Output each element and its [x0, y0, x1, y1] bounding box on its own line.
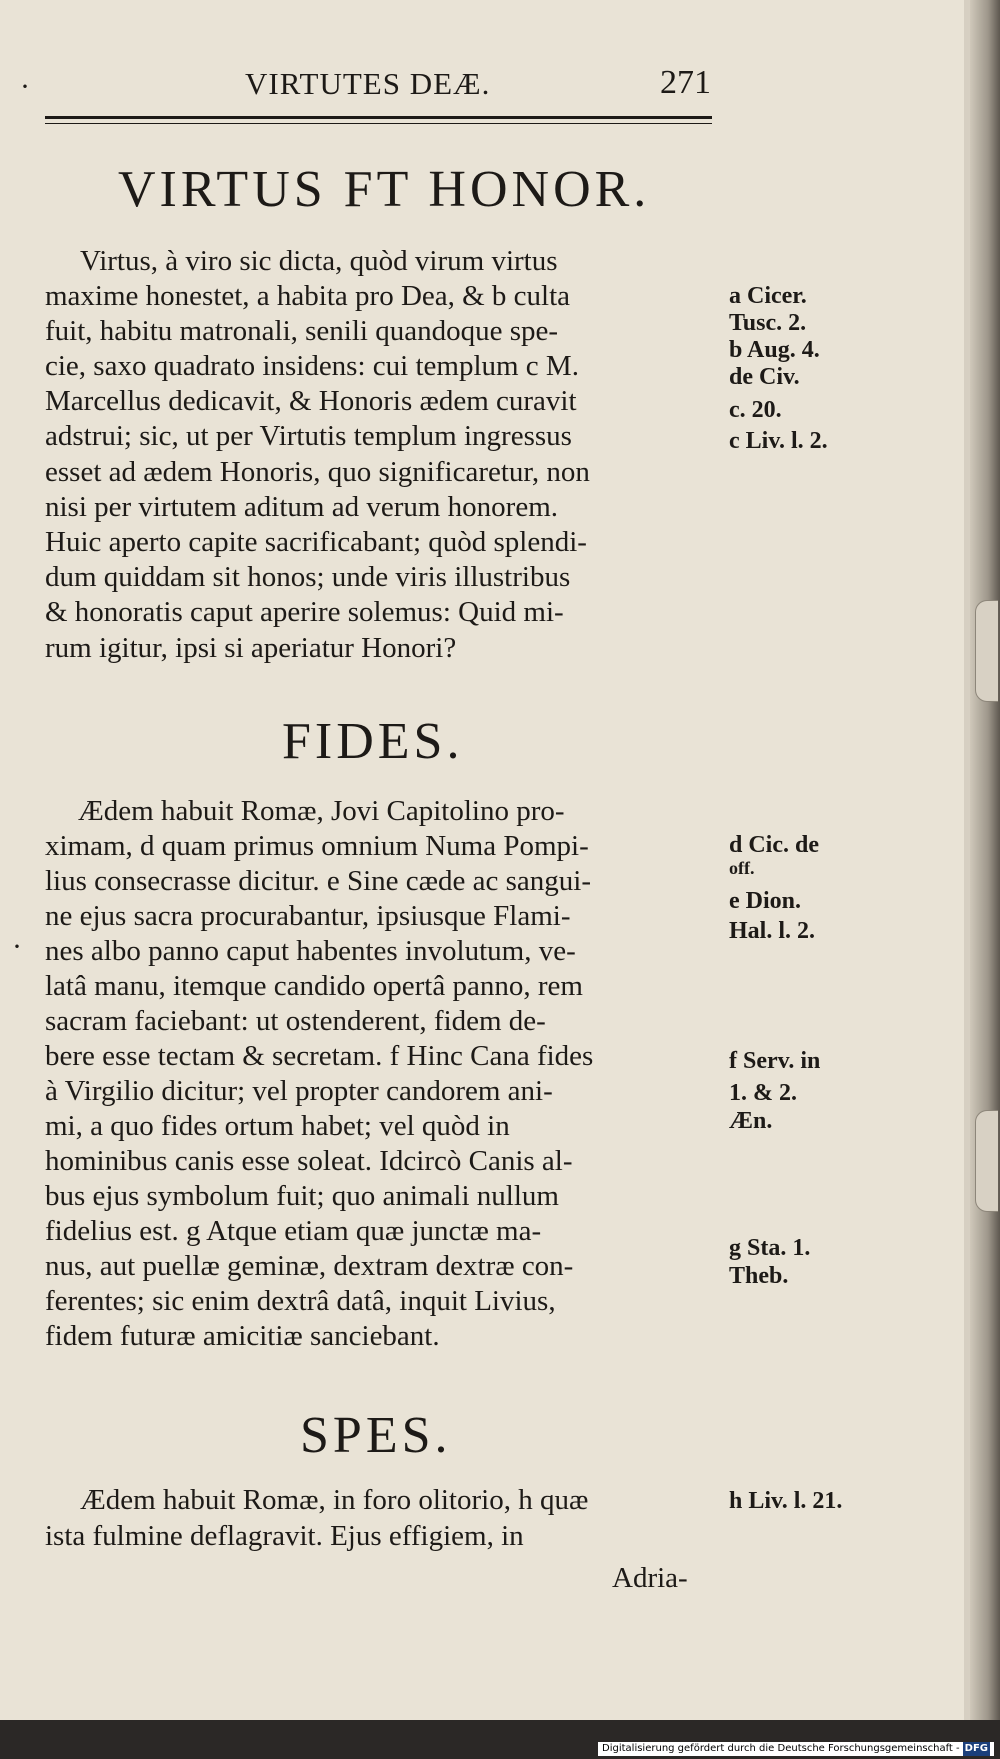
- text-line: cie, saxo quadrato insidens: cui templum c M.: [45, 350, 579, 382]
- text-line: fidem futuræ amicitiæ sanciebant.: [45, 1320, 440, 1352]
- page-tab: [975, 1110, 998, 1212]
- margin-note: de Civ.: [729, 364, 800, 390]
- text-line: mi, a quo fides ortum habet; vel quòd in: [45, 1110, 510, 1142]
- text-line: hominibus canis esse soleat. Idcircò Canis al-: [45, 1145, 573, 1177]
- page-tab: [975, 600, 998, 702]
- text-line: Ædem habuit Romæ, Jovi Capitolino pro-: [78, 795, 565, 827]
- margin-note: e Dion.: [729, 888, 801, 914]
- page-edge: [970, 0, 1000, 1759]
- header-rule-thin: [45, 123, 712, 124]
- text-line: latâ manu, itemque candido opertâ panno, rem: [45, 970, 583, 1002]
- running-title: VIRTUTES DEÆ.: [245, 66, 491, 101]
- text-line: fidelius est. g Atque etiam quæ junctæ ma-: [45, 1215, 542, 1247]
- margin-note: h Liv. l. 21.: [729, 1488, 843, 1514]
- text-line: maxime honestet, a habita pro Dea, & b culta: [45, 280, 571, 312]
- page-number: 271: [660, 64, 711, 101]
- text-line: fuit, habitu matronali, senili quandoque spe-: [45, 315, 559, 347]
- credit-text: Digitalisierung gefördert durch die Deutsche Forschungsgemeinschaft -: [602, 1743, 960, 1754]
- header-rule: [45, 116, 712, 119]
- margin-note: Tusc. 2.: [729, 310, 807, 336]
- text-line: bere esse tectam & secretam. f Hinc Cana fides: [45, 1040, 594, 1072]
- text-line: ferentes; sic enim dextrâ datâ, inquit Livius,: [45, 1285, 556, 1317]
- text-line: nes albo panno caput habentes involutum, ve-: [45, 935, 576, 967]
- margin-note: g Sta. 1.: [729, 1235, 811, 1261]
- text-line: à Virgilio dicitur; vel propter candorem ani-: [45, 1075, 553, 1107]
- text-line: Huic aperto capite sacrificabant; quòd splendi-: [45, 526, 587, 558]
- margin-note: Theb.: [729, 1263, 789, 1289]
- text-line: ista fulmine deflagravit. Ejus effigiem, in: [45, 1520, 524, 1552]
- text-line: rum igitur, ipsi si aperiatur Honori?: [45, 632, 457, 664]
- margin-mark: ·: [20, 70, 30, 103]
- margin-note: b Aug. 4.: [729, 337, 820, 363]
- text-line: ximam, d quam primus omnium Numa Pompi-: [45, 830, 589, 862]
- text-line: bus ejus symbolum fuit; quo animali nullum: [45, 1180, 559, 1212]
- margin-note: f Serv. in: [729, 1048, 821, 1074]
- margin-note: Hal. l. 2.: [729, 918, 816, 944]
- text-line: sacram faciebant: ut ostenderent, fidem de-: [45, 1005, 546, 1037]
- dfg-logo: DFG: [964, 1743, 988, 1754]
- margin-note: a Cicer.: [729, 283, 807, 309]
- text-line: & honoratis caput aperire solemus: Quid mi-: [45, 596, 564, 628]
- text-line: Virtus, à viro sic dicta, quòd virum virtus: [80, 245, 558, 277]
- text-line: Ædem habuit Romæ, in foro olitorio, h quæ: [80, 1484, 589, 1516]
- margin-mark: ·: [12, 930, 22, 963]
- margin-note: c Liv. l. 2.: [729, 428, 828, 454]
- text-line: ne ejus sacra procurabantur, ipsiusque Flami-: [45, 900, 571, 932]
- section-title-spes: SPES.: [300, 1407, 452, 1464]
- text-line: dum quiddam sit honos; unde viris illustribus: [45, 561, 571, 593]
- text-line: nisi per virtutem aditum ad verum honorem.: [45, 491, 559, 523]
- margin-note: c. 20.: [729, 397, 782, 423]
- text-line: Marcellus dedicavit, & Honoris ædem curavit: [45, 385, 577, 417]
- text-line: esset ad ædem Honoris, quo significaretur, non: [45, 456, 590, 488]
- text-line: lius consecrasse dicitur. e Sine cæde ac sangui-: [45, 865, 592, 897]
- margin-note: d Cic. de: [729, 832, 819, 858]
- margin-note: Æn.: [729, 1108, 773, 1134]
- margin-note: 1. & 2.: [729, 1080, 797, 1106]
- section-title-fides: FIDES.: [282, 713, 464, 770]
- text-line: nus, aut puellæ geminæ, dextram dextræ con-: [45, 1250, 574, 1282]
- text-line: adstrui; sic, ut per Virtutis templum ingressus: [45, 420, 572, 452]
- catchword: Adria-: [612, 1562, 688, 1594]
- margin-note: off.: [729, 858, 755, 878]
- digitization-credit: [598, 1742, 994, 1756]
- section-title-virtus: VIRTUS FT HONOR.: [118, 161, 651, 218]
